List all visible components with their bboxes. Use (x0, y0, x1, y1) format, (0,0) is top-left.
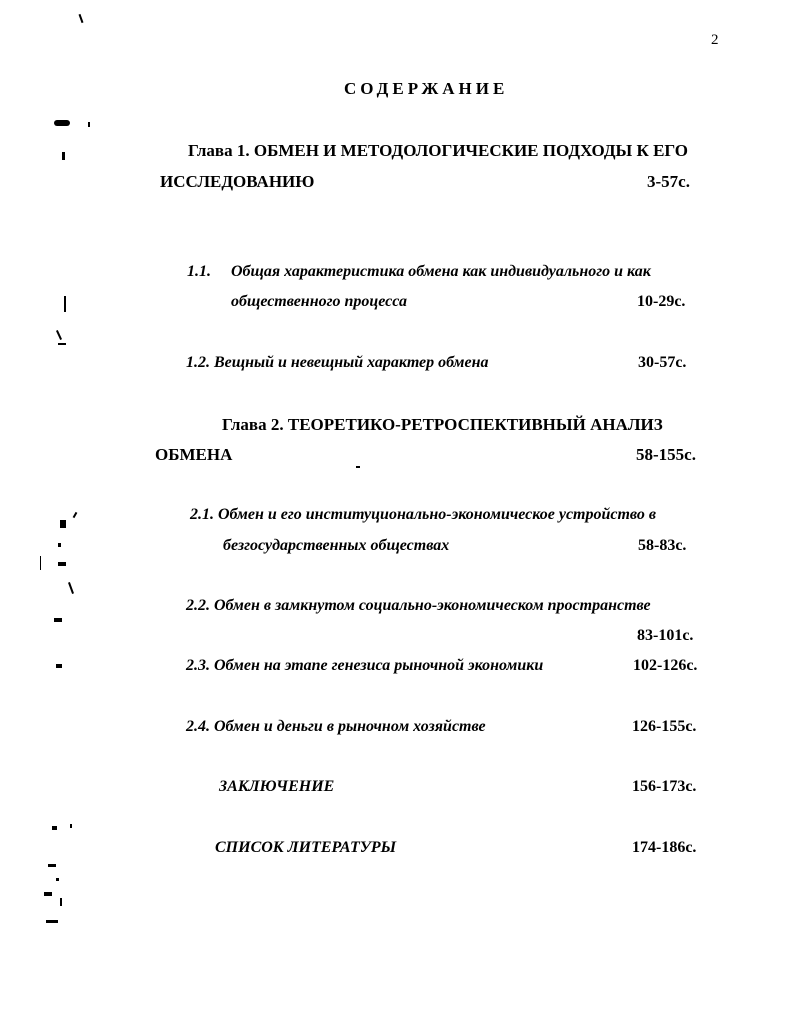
section-2-3-pages: 102-126с. (633, 657, 698, 674)
scan-speck (48, 864, 56, 867)
section-2-2-title[interactable]: 2.2. Обмен в замкнутом социально-экономическом пространстве (186, 597, 651, 614)
section-2-1-title-line2[interactable]: безгосударственных обществах (223, 537, 450, 554)
scan-speck (60, 520, 66, 528)
scan-speck (58, 343, 66, 345)
section-2-4-title[interactable]: 2.4. Обмен и деньги в рыночном хозяйстве (186, 718, 486, 735)
section-1-1-title-line1[interactable]: Общая характеристика обмена как индивидуального и как (231, 263, 651, 280)
bibliography-pages: 174-186с. (632, 839, 697, 856)
scan-speck (62, 152, 65, 160)
scan-speck (54, 618, 62, 622)
section-2-3-title[interactable]: 2.3. Обмен на этапе генезиса рыночной экономики (186, 657, 544, 674)
bibliography-title[interactable]: СПИСОК ЛИТЕРАТУРЫ (215, 839, 397, 856)
scan-speck (64, 296, 66, 312)
scan-speck (88, 122, 90, 127)
chapter1-pages: 3-57с. (647, 172, 690, 191)
section-1-1-pages: 10-29с. (637, 293, 686, 310)
toc-title: СОДЕРЖАНИЕ (344, 79, 509, 98)
chapter2-title-line1[interactable]: Глава 2. ТЕОРЕТИКО-РЕТРОСПЕКТИВНЫЙ АНАЛИЗ (222, 415, 663, 434)
scan-speck (73, 512, 78, 518)
scan-speck (356, 466, 360, 468)
section-1-1-number: 1.1. (187, 263, 211, 280)
section-2-1-title-line1[interactable]: 2.1. Обмен и его институционально-экономическое устройство в (190, 506, 657, 523)
chapter1-title-line2[interactable]: ИССЛЕДОВАНИЮ (160, 172, 315, 191)
chapter2-pages: 58-155с. (636, 445, 696, 464)
scan-speck (56, 330, 62, 340)
scan-speck (68, 582, 74, 594)
section-2-1-pages: 58-83с. (638, 537, 687, 554)
section-1-1-title-line2[interactable]: общественного процесса (231, 293, 407, 310)
scan-speck (46, 920, 58, 923)
scan-speck (70, 824, 72, 828)
scan-speck (58, 562, 66, 566)
conclusion-pages: 156-173с. (632, 778, 697, 795)
scan-speck (60, 898, 62, 906)
chapter2-title-line2[interactable]: ОБМЕНА (155, 445, 233, 464)
section-1-2-pages: 30-57с. (638, 354, 687, 371)
scan-speck (56, 878, 59, 881)
scan-speck (54, 120, 70, 126)
scan-speck (79, 14, 84, 23)
page-number: 2 (711, 32, 719, 48)
conclusion-title[interactable]: ЗАКЛЮЧЕНИЕ (219, 778, 335, 795)
section-2-2-pages: 83-101с. (637, 627, 694, 644)
scan-speck (58, 543, 61, 547)
scan-speck (44, 892, 52, 896)
chapter1-title-line1[interactable]: Глава 1. ОБМЕН И МЕТОДОЛОГИЧЕСКИЕ ПОДХОДЫ К ЕГО (188, 141, 689, 160)
section-2-4-pages: 126-155с. (632, 718, 697, 735)
scan-speck (40, 556, 41, 570)
scan-speck (52, 826, 57, 830)
scan-speck (56, 664, 62, 668)
section-1-2-title[interactable]: 1.2. Вещный и невещный характер обмена (186, 354, 489, 371)
